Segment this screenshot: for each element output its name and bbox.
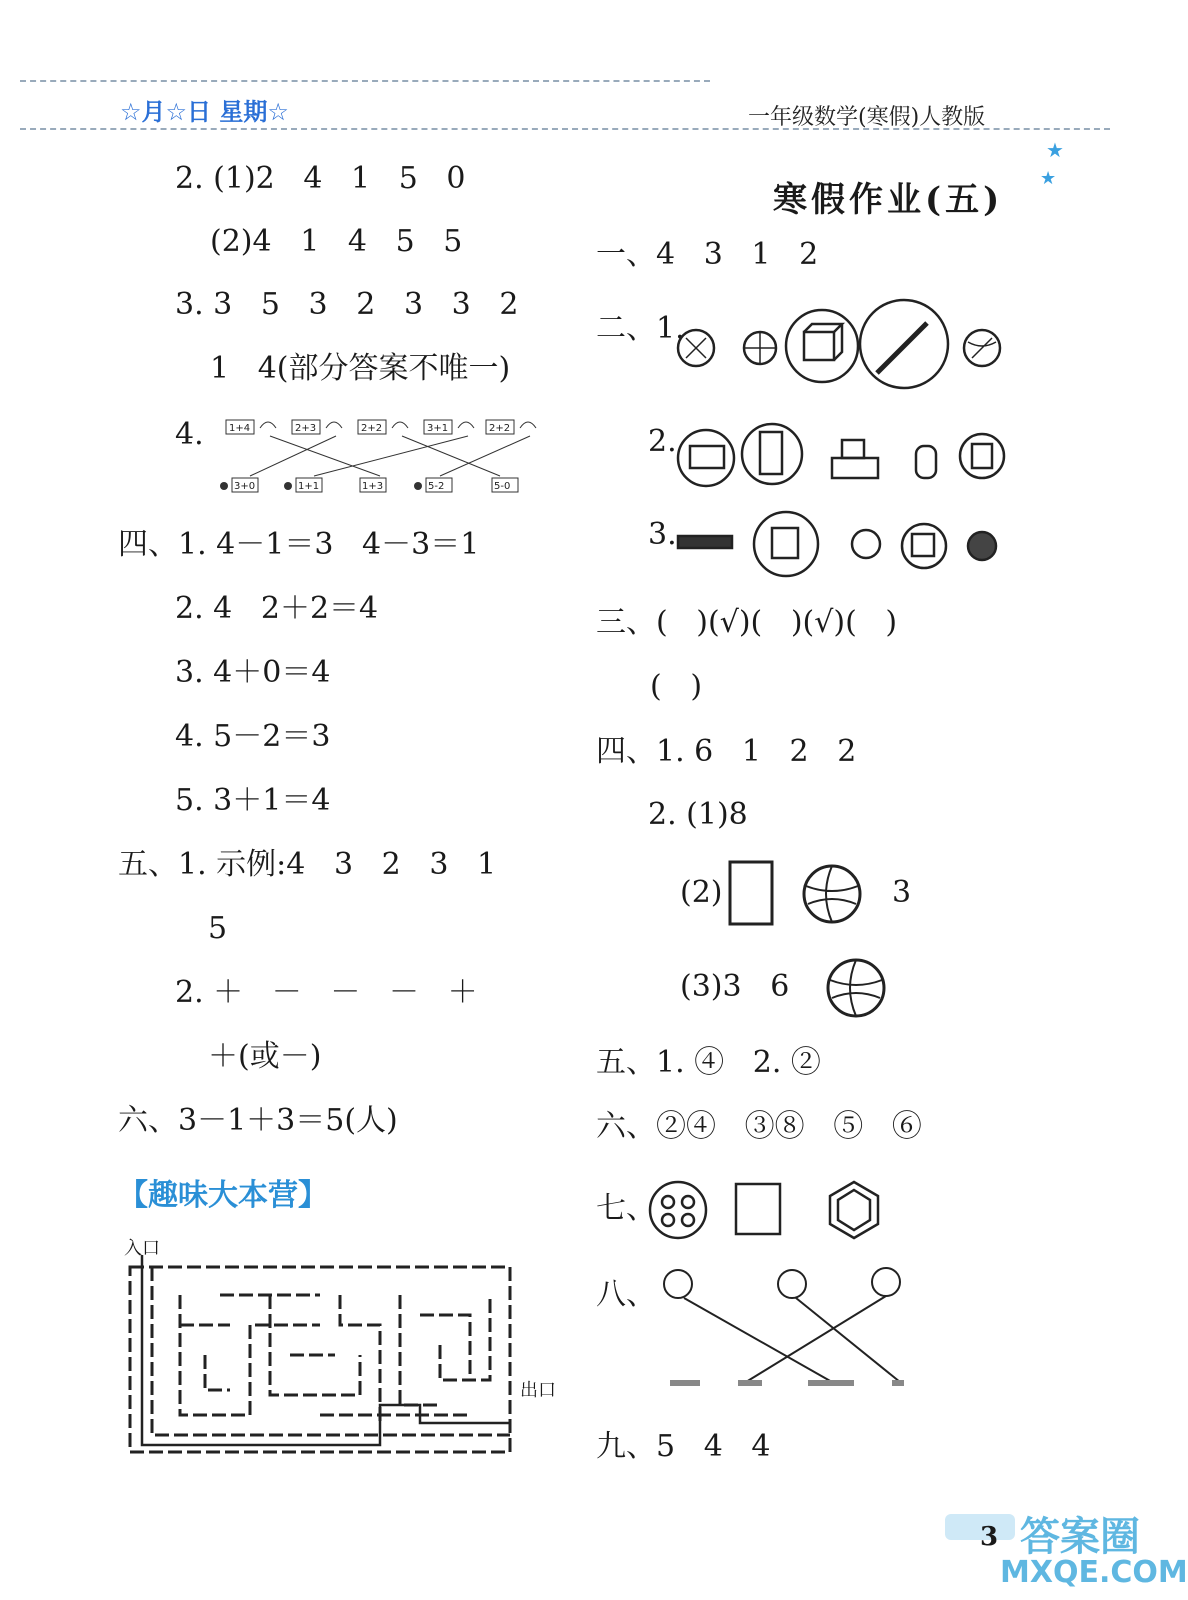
answer-r-s4-2: 2. (1)8 [648,797,748,832]
answer-r-s5: 五、1. ④ 2. ② [596,1045,821,1080]
answer-r-s7: 七、 [596,1191,656,1226]
answer-r-s3: 三、( )(√)( )(√)( ) [596,605,898,640]
page-title: 寒假作业(五) [773,180,1004,220]
fun-section-tag: 【趣味大本营】 [118,1178,328,1213]
answer-r-s4-2b-number: 3 [892,875,912,910]
answer-s5-2: 2. ＋ － － － ＋ [175,975,478,1010]
match-bottom-4: 5-2 [428,481,445,492]
ball-icon [824,956,890,1022]
match-bottom-2: 1+1 [298,481,320,492]
page-number: 3 [980,1522,999,1552]
match-bottom-1: 3+0 [234,481,256,492]
match-top-2: 2+3 [295,423,317,434]
answer-r-s3b: ( ) [650,669,703,704]
maze-figure [120,1255,520,1465]
seven-figures [644,1176,884,1246]
star-icon: ★ [1046,138,1064,162]
book-title: 一年级数学(寒假)人教版 [748,105,986,130]
header-dotted-line [20,80,710,82]
maze-entry-label: 入口 [124,1238,160,1259]
maze-exit-label: 出口 [520,1380,556,1401]
answer-s6: 六、3－1＋3＝5(人) [118,1103,398,1138]
shape-sorting-row-3 [676,510,1006,580]
answer-r-s1: 一、4 3 1 2 [596,237,819,272]
answer-r-s8: 八、 [596,1277,656,1312]
match-bottom-3: 1+3 [362,481,384,492]
answer-s4-3: 3. 4＋0＝4 [175,655,331,690]
match-top-1: 1+4 [229,423,251,434]
match-top-5: 2+2 [489,423,511,434]
answer-r-s6: 六、②④ ③⑧ ⑤ ⑥ [596,1109,922,1144]
answer-r-s4-2c: (3)3 6 [680,969,790,1004]
answer-r-s2-2: 2. [648,424,677,459]
answer-r-s4-2b: (2) [680,875,723,910]
rectangle-and-ball-figure [728,858,868,928]
answer-r-s2-1: 二、1. [596,311,685,346]
answer-s5-1b: 5 [208,911,228,946]
answer-s5-2b: ＋(或－) [208,1039,322,1074]
date-line: ☆月☆日 星期☆ [120,98,289,126]
answer-s4-1: 四、1. 4－1＝3 4－3＝1 [118,527,480,562]
watermark-url: MXQE.COM [1000,1555,1188,1590]
answer-q3-1: 3. 3 5 3 2 3 3 2 [175,287,519,322]
answer-r-s9: 九、5 4 4 [596,1429,771,1464]
matching-lines-figure [660,1262,920,1397]
answer-s4-2: 2. 4 2＋2＝4 [175,591,379,626]
shape-sorting-row-1 [672,298,1012,388]
shape-sorting-row-2 [672,418,1012,498]
matching-figure [220,412,550,502]
match-top-4: 3+1 [427,423,449,434]
match-bottom-5: 5-0 [494,481,511,492]
answer-s5-1: 五、1. 示例:4 3 2 3 1 [118,847,497,882]
answer-q4-label: 4. [175,417,204,452]
watermark-logo: 答案圈 [1020,1514,1140,1560]
answer-q3-2: 1 4(部分答案不唯一) [210,351,511,386]
answer-s4-4: 4. 5－2＝3 [175,719,331,754]
answer-s4-5: 5. 3＋1＝4 [175,783,331,818]
answer-r-s4-1: 四、1. 6 1 2 2 [596,734,857,769]
answer-q2-1: 2. (1)2 4 1 5 0 [175,161,466,196]
match-top-3: 2+2 [361,423,383,434]
star-icon: ★ [1040,168,1057,189]
answer-q2-2: (2)4 1 4 5 5 [210,224,463,259]
answer-r-s2-3: 3. [648,517,677,552]
